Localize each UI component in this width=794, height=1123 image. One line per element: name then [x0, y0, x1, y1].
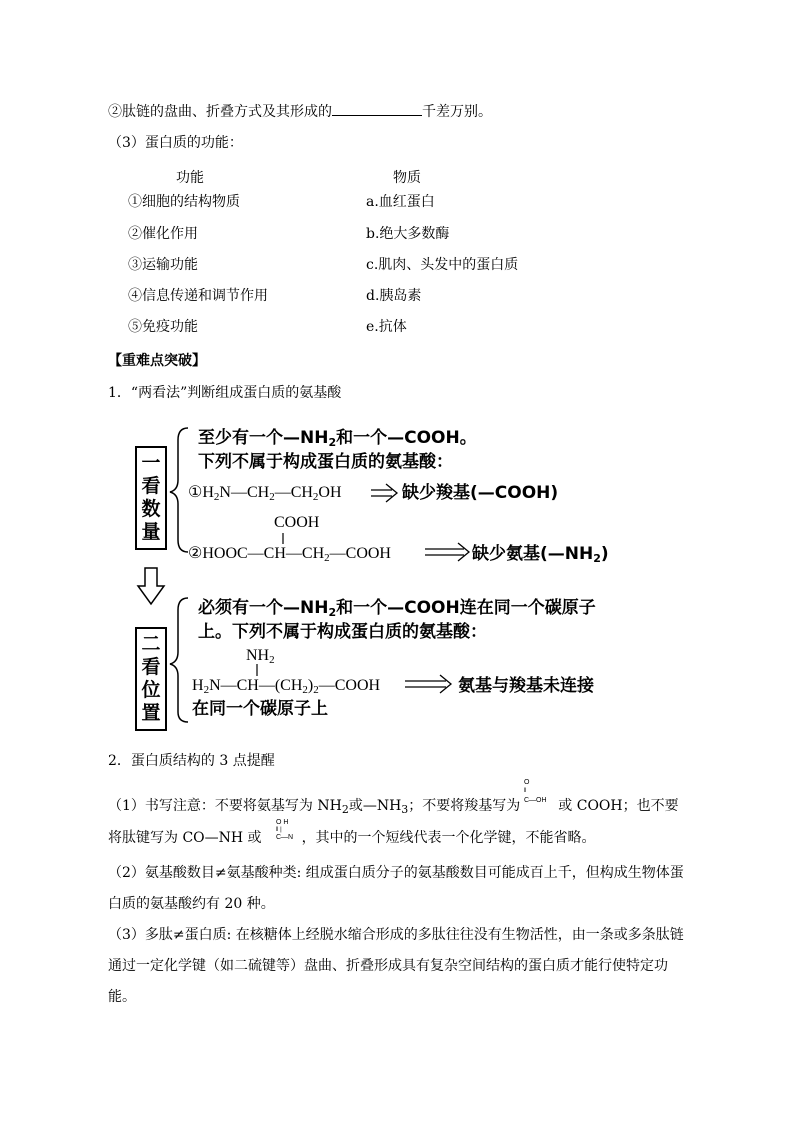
subscript: 2 [312, 491, 319, 503]
func-row-3: ③运输功能 [128, 257, 198, 273]
subscript: 2 [269, 491, 275, 503]
brace-2 [170, 598, 188, 722]
text: 至少有一个—NH [198, 428, 329, 448]
subscript: 2 [341, 803, 349, 816]
text: OH [318, 484, 342, 501]
box-char: 数 [141, 498, 161, 520]
subscript: 2 [328, 436, 337, 449]
func-row-1: ①细胞的结构物质 [128, 194, 240, 210]
text: ；不要将羧基写为 [408, 798, 521, 814]
equation-2 [188, 544, 391, 568]
text: 缺少氨基(—NH [472, 544, 594, 564]
text: 和一个—COOH连在同一个碳原子 [336, 598, 596, 618]
equation-1 [188, 483, 342, 507]
subst-row-4: d.胰岛素 [366, 288, 422, 304]
subscript: 2 [313, 684, 319, 696]
carboxyl-o: O [524, 779, 530, 786]
peptide-bonds: ‖ | [276, 827, 282, 833]
rule-line-2: 下列不属于构成蛋白质的氨基酸： [198, 452, 453, 472]
col-header-substance: 物质 [393, 170, 421, 186]
subscript: 2 [203, 684, 210, 696]
result-3-cont: 在同一个碳原子上 [192, 699, 328, 719]
peptide-cn: C—N [276, 834, 294, 841]
text: —CH [274, 484, 313, 501]
carboxyl-coh: C—OH [524, 797, 547, 804]
subscript: 3 [401, 803, 409, 816]
subst-row-3: c.肌肉、头发中的蛋白质 [366, 257, 519, 273]
q2-heading: 2．蛋白质结构的 3 点提醒 [108, 753, 275, 769]
result-3: 氨基与羧基未连接 [458, 676, 594, 696]
func-row-5: ⑤免疫功能 [128, 319, 198, 335]
cooh-substituent: COOH [274, 514, 320, 531]
note-1-line-2 [108, 828, 596, 848]
note-3: （3）多肽≠蛋白质: 在核糖体上经脱水缩合形成的多肽往往没有生物活性，由一条或多条肽链通过一定化学键（如二硫键等）盘曲、折叠形成具有复杂空间结构的蛋白质才能行使特定功能。 [108, 927, 684, 1005]
text: —COOH [329, 545, 391, 562]
subscript: 2 [302, 684, 308, 696]
text: ②HOOC—CH—CH [188, 545, 325, 562]
func-row-2: ②催化作用 [128, 226, 198, 242]
subscript: 2 [593, 552, 601, 565]
box-char: 位 [141, 679, 161, 701]
note-1-line-1 [108, 796, 679, 820]
text: NH [246, 647, 270, 664]
rule-line-3 [198, 597, 596, 624]
rule-line-1 [198, 427, 477, 454]
q1-heading: 1．“两看法”判断组成蛋白质的氨基酸 [108, 385, 342, 401]
text: （1）书写注意：不要将氨基写为 NH [108, 798, 342, 814]
item2-text: ②肽链的盘曲、折叠方式及其形成的 [108, 104, 332, 120]
text: 和一个—COOH。 [336, 428, 477, 448]
double-arrow-icon [405, 675, 451, 693]
peptide-oh: O H [276, 819, 289, 826]
equation-3 [192, 676, 380, 700]
text: 将肽键写为 CO—NH 或 [108, 830, 262, 846]
text: ) [307, 677, 314, 694]
box-char: 看 [141, 656, 161, 678]
brace-1 [170, 428, 188, 552]
box-char: 量 [141, 521, 161, 543]
subscript: 2 [324, 552, 330, 564]
down-arrow-icon [138, 568, 164, 604]
box-char: 二 [141, 633, 161, 655]
result-2 [472, 543, 609, 570]
text: —COOH [318, 677, 381, 694]
subscript: 2 [269, 654, 275, 666]
func-row-4: ④信息传递和调节作用 [128, 288, 268, 304]
function-heading: （3）蛋白质的功能： [108, 135, 243, 151]
double-arrow-icon [371, 484, 397, 502]
text: 必须有一个—NH [198, 598, 329, 618]
text: 或—NH [348, 798, 402, 814]
subst-row-2: b.绝大多数酶 [366, 226, 450, 242]
subst-row-5: e.抗体 [366, 319, 407, 335]
subscript: 2 [213, 491, 220, 503]
box-char: 置 [141, 702, 161, 724]
subscript: 2 [328, 606, 337, 619]
nh2-substituent [246, 646, 275, 670]
item2-text-end: 千差万别。 [422, 104, 492, 120]
section-title: 【重难点突破】 [108, 353, 206, 369]
text: N—CH—(CH [209, 677, 303, 694]
double-arrow-icon [425, 543, 469, 561]
note-2: （2）氨基酸数目≠氨基酸种类: 组成蛋白质分子的氨基酸数目可能成百上千，但构成生物体蛋白质的氨基酸约有 20 种。 [108, 865, 684, 912]
text: ①H [188, 484, 214, 501]
text: ) [600, 544, 609, 564]
result-1: 缺少羧基(—COOH) [402, 483, 559, 503]
rule-line-4: 上。下列不属于构成蛋白质的氨基酸： [198, 622, 487, 642]
text: ，其中的一个短线代表一个化学键，不能省略。 [301, 830, 596, 846]
text: 或 COOH；也不要 [558, 798, 679, 814]
carboxyl-double-bond: ‖ [524, 788, 527, 794]
box-char: 看 [141, 475, 161, 497]
col-header-function: 功能 [176, 170, 204, 186]
subst-row-1: a.血红蛋白 [366, 194, 435, 210]
box-char: 一 [141, 452, 161, 474]
text: H [192, 677, 204, 694]
text: N—CH [219, 484, 270, 501]
